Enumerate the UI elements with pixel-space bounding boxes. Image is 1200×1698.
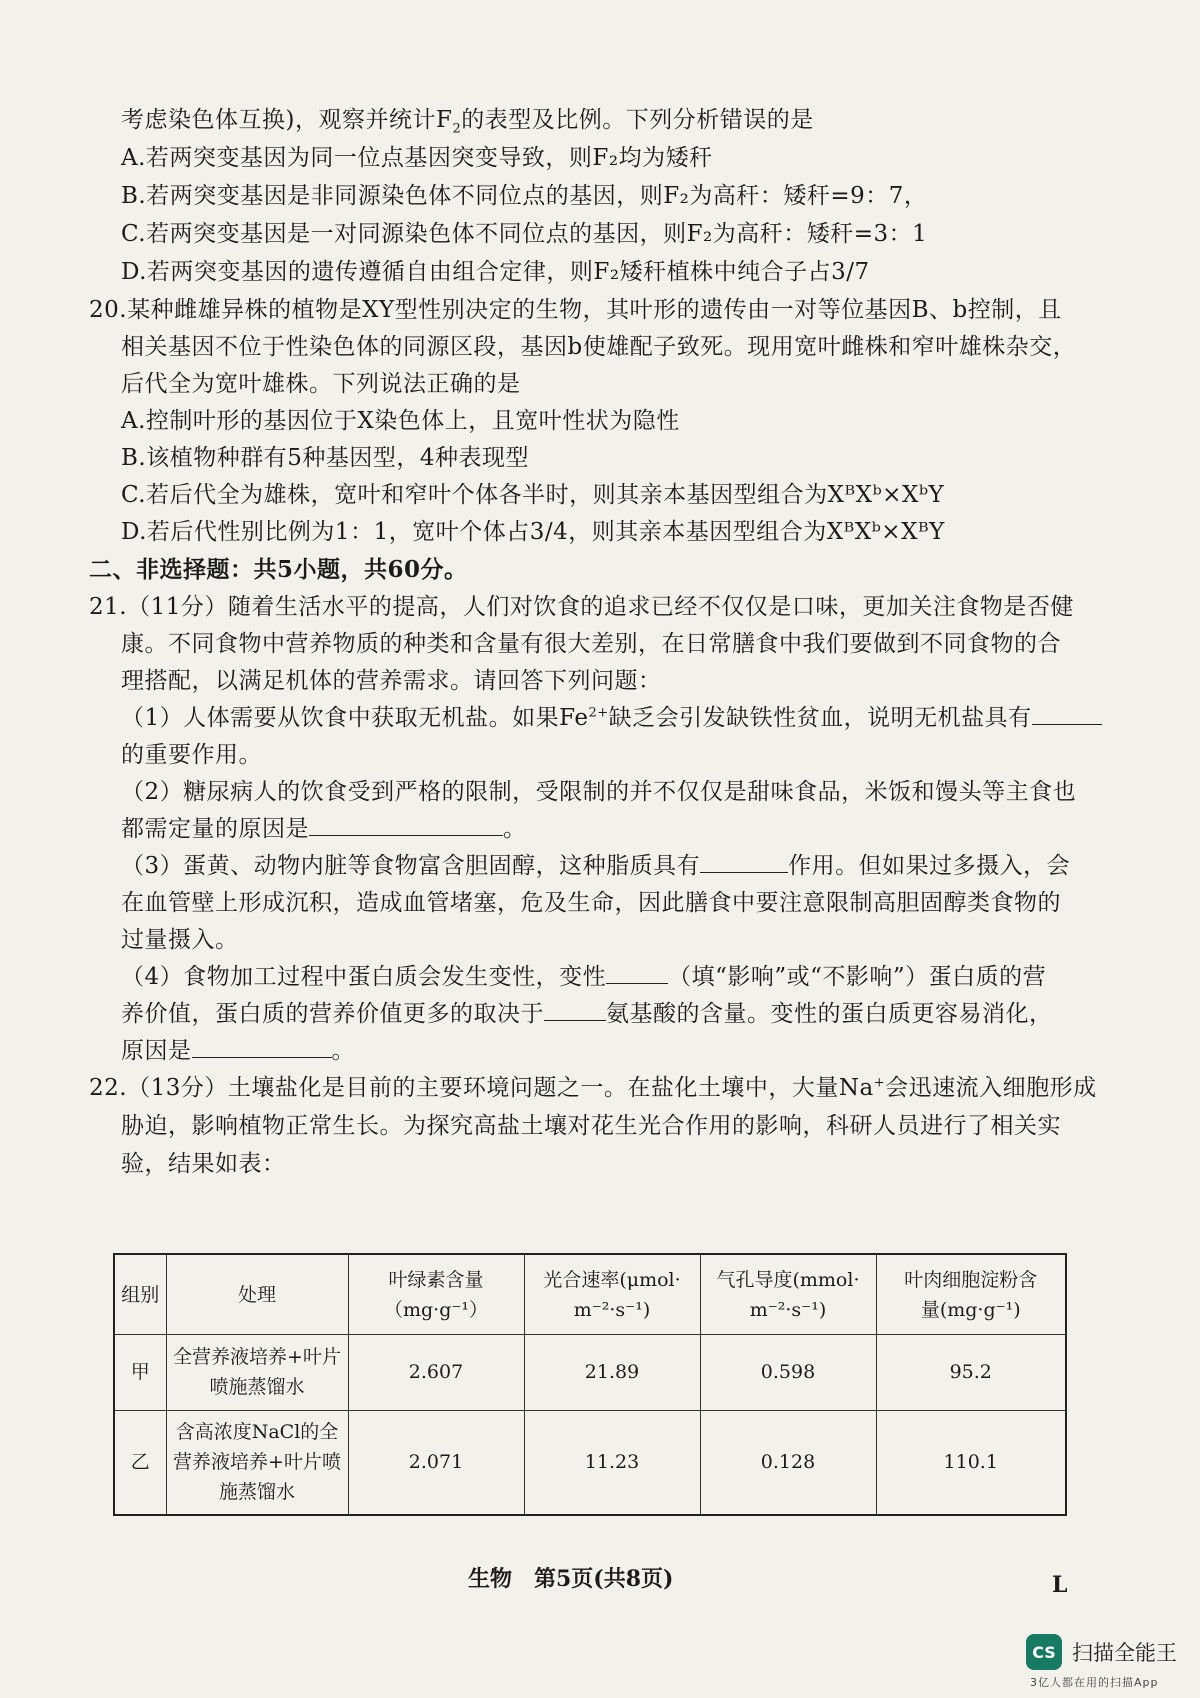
q21-part2: （2）糖尿病人的饮食受到严格的限制，受限制的并不仅仅是甜味食品，米饭和馒头等主食也 [121, 779, 1077, 805]
q21-stem-1: 21.（11分）随着生活水平的提高，人们对饮食的追求已经不仅仅是口味，更加关注食物是否健 [89, 594, 1074, 620]
q19-option-a: A.若两突变基因为同一位点基因突变导致，则F₂均为矮秆 [121, 145, 713, 171]
q21-part4: （4）食物加工过程中蛋白质会发生变性，变性 （填“影响”或“不影响”）蛋白质的营 [121, 961, 1046, 993]
header-photosynthesis: 光合速率(μmol· m⁻²·s⁻¹) [524, 1254, 700, 1335]
cell-photosynthesis: 11.23 [524, 1410, 700, 1515]
cell-group: 乙 [114, 1410, 166, 1515]
q21-part3-cont: 在血管壁上形成沉积，造成血管堵塞，危及生命，因此膳食中要注意限制高胆固醇类食物的 [121, 890, 1061, 916]
cell-chlorophyll: 2.071 [348, 1410, 524, 1515]
q20-stem-1: 20.某种雌雄异株的植物是XY型性别决定的生物，其叶形的遗传由一对等位基因B、b控制，且 [89, 297, 1062, 323]
table-row [114, 1410, 1066, 1515]
q21-part2-cont: 都需定量的原因是 。 [121, 813, 527, 845]
answer-blank[interactable] [544, 998, 606, 1021]
q19-option-b: B.若两突变基因是非同源染色体不同位点的基因，则F₂为高秆：矮秆=9：7， [121, 183, 928, 209]
cell-treatment: 全营养液培养+叶片 喷施蒸馏水 [166, 1335, 348, 1411]
q22-stem-3: 验，结果如表： [121, 1151, 286, 1177]
q20-option-b: B.该植物种群有5种基因型，4种表现型 [121, 445, 529, 471]
results-table [113, 1253, 1067, 1516]
q20-stem-3: 后代全为宽叶雄株。下列说法正确的是 [121, 371, 521, 397]
camscanner-logo-icon: CS [1026, 1634, 1062, 1670]
answer-blank[interactable] [309, 813, 503, 836]
answer-blank[interactable] [1032, 702, 1102, 725]
q19-intro: 考虑染色体互换)，观察并统计$F_2$的表型及比例。下列分析错误的是 [121, 107, 814, 137]
header-group: 组别 [114, 1254, 166, 1335]
scanner-tagline: 3亿人都在用的扫描App [1030, 1676, 1159, 1689]
genotype-c: XᴮXᵇ×XᵇY [827, 482, 945, 508]
page-footer: 生物 第5页(共8页) [468, 1566, 674, 1592]
scanner-watermark [1026, 1634, 1177, 1670]
q21-stem-3: 理搭配，以满足机体的营养需求。请回答下列问题： [121, 668, 662, 694]
q19-option-d: D.若两突变基因的遗传遵循自由组合定律，则F₂矮秆植株中纯合子占3/7 [121, 259, 870, 285]
q21-part4-cont: 养价值，蛋白质的营养价值更多的取决于 氨基酸的含量。变性的蛋白质更容易消化， [121, 998, 1053, 1030]
header-stomatal: 气孔导度(mmol· m⁻²·s⁻¹) [700, 1254, 876, 1335]
q21-part1-end: 的重要作用。 [121, 742, 262, 768]
table-header-row [114, 1254, 1066, 1335]
section-heading: 二、非选择题：共5小题，共60分。 [89, 556, 468, 583]
q21-part4-end: 原因是 。 [121, 1035, 355, 1067]
cell-treatment: 含高浓度NaCl的全 营养液培养+叶片喷 施蒸馏水 [166, 1410, 348, 1515]
cell-starch: 95.2 [876, 1335, 1066, 1411]
q22-stem-1: 22.（13分）土壤盐化是目前的主要环境问题之一。在盐化土壤中，大量Na+会迅速流入细胞形成 [89, 1075, 1097, 1101]
cell-stomatal: 0.128 [700, 1410, 876, 1515]
answer-blank[interactable] [192, 1035, 332, 1058]
q19-option-c: C.若两突变基因是一对同源染色体不同位点的基因，则F₂为高秆：矮秆=3：1 [121, 221, 928, 247]
cell-photosynthesis: 21.89 [524, 1335, 700, 1411]
genotype-d: XᴮXᵇ×XᴮY [826, 519, 945, 545]
answer-blank[interactable] [606, 961, 668, 984]
q21-part3: （3）蛋黄、动物内脏等食物富含胆固醇，这种脂质具有 作用。但如果过多摄入，会 [121, 850, 1070, 882]
header-chlorophyll: 叶绿素含量 （mg·g⁻¹） [348, 1254, 524, 1335]
q20-option-d: D.若后代性别比例为1：1，宽叶个体占3/4，则其亲本基因型组合为XᴮXᵇ×XᴮY [121, 519, 945, 545]
answer-blank[interactable] [700, 850, 788, 873]
header-treatment: 处理 [166, 1254, 348, 1335]
corner-mark: L [1052, 1572, 1068, 1598]
cell-group: 甲 [114, 1335, 166, 1411]
q21-stem-2: 康。不同食物中营养物质的种类和含量有很大差别，在日常膳食中我们要做到不同食物的合 [121, 631, 1061, 657]
scanner-app-name: 扫描全能王 [1072, 1641, 1177, 1665]
cell-stomatal: 0.598 [700, 1335, 876, 1411]
cell-chlorophyll: 2.607 [348, 1335, 524, 1411]
q20-stem-2: 相关基因不位于性染色体的同源区段，基因b使雄配子致死。现用宽叶雌株和窄叶雄株杂交， [121, 334, 1077, 360]
header-starch: 叶肉细胞淀粉含 量(mg·g⁻¹) [876, 1254, 1066, 1335]
q22-stem-2: 胁迫，影响植物正常生长。为探究高盐土壤对花生光合作用的影响，科研人员进行了相关实 [121, 1113, 1061, 1139]
q21-part1: （1）人体需要从饮食中获取无机盐。如果$Fe^{2+}$缺乏会引发缺铁性贫血，说明无机盐具有 [121, 702, 1102, 734]
cell-starch: 110.1 [876, 1410, 1066, 1515]
table-row [114, 1335, 1066, 1411]
q20-option-a: A.控制叶形的基因位于X染色体上，且宽叶性状为隐性 [121, 408, 680, 434]
q20-option-c: C.若后代全为雄株，宽叶和窄叶个体各半时，则其亲本基因型组合为XᴮXᵇ×XᵇY [121, 482, 945, 508]
q21-part3-end: 过量摄入。 [121, 927, 239, 953]
